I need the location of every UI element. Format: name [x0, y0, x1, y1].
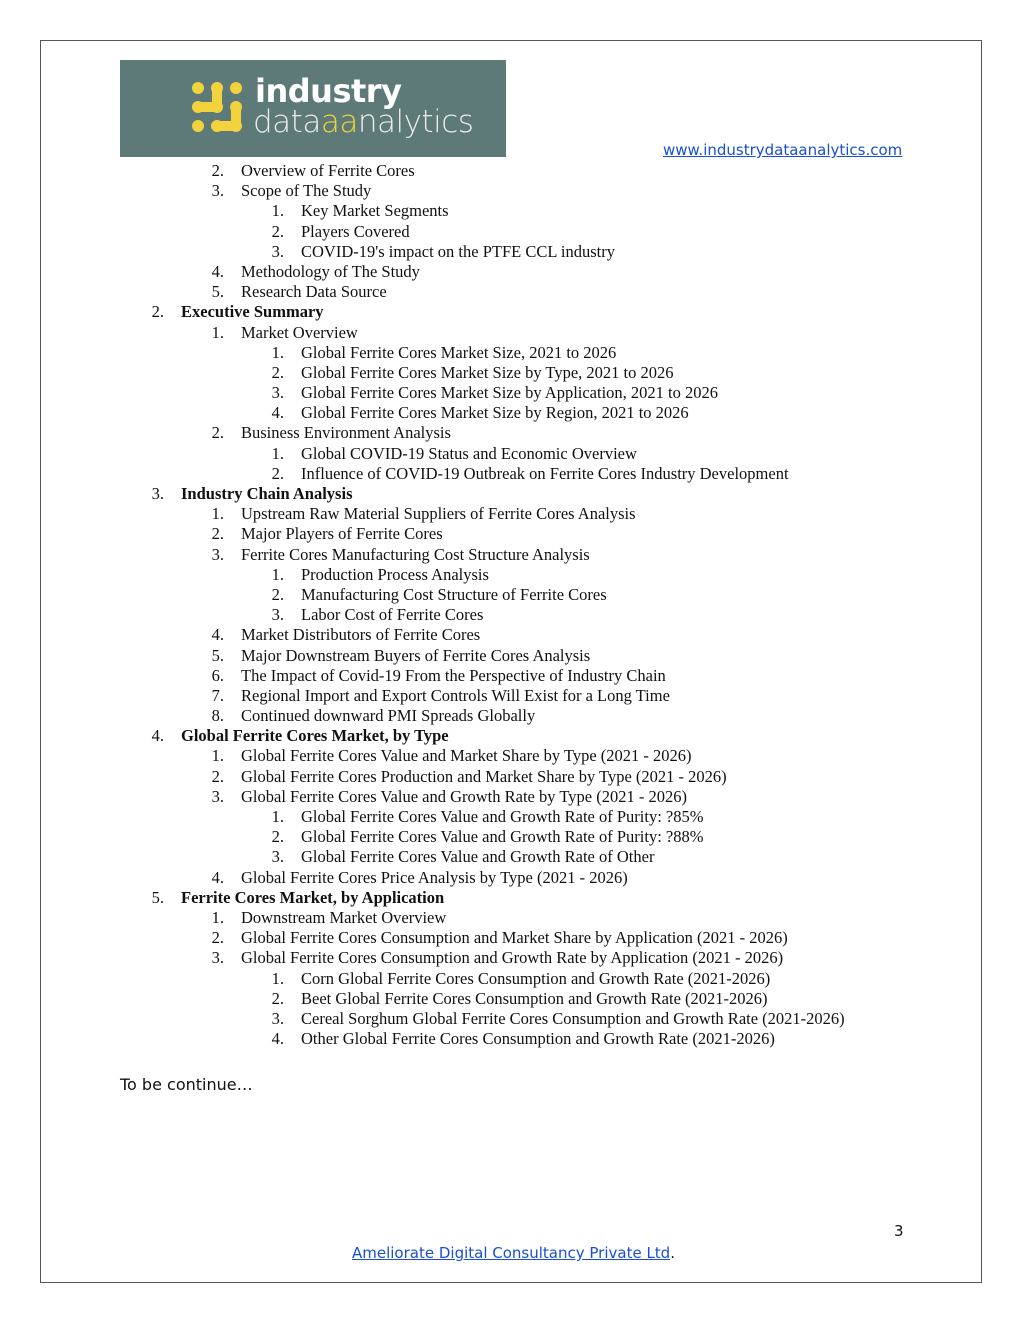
- toc-entry-title: Influence of COVID-19 Outbreak on Ferrite Cores Industry Development: [301, 463, 789, 483]
- toc-entry: [0, 242, 1024, 262]
- toc-entry-title: Labor Cost of Ferrite Cores: [301, 605, 484, 625]
- logo-wordmark-industry: industry: [255, 72, 402, 110]
- toc-entry-title: Players Covered: [301, 221, 410, 241]
- toc-entry-number: 1.: [271, 564, 284, 584]
- toc-entry-number: 2.: [271, 827, 284, 847]
- toc-entry-number: 3.: [271, 605, 284, 625]
- toc-entry: [0, 686, 1024, 706]
- toc-entry: [0, 746, 1024, 766]
- toc-entry-title: Methodology of The Study: [241, 261, 420, 281]
- toc-entry-title: Key Market Segments: [301, 201, 449, 221]
- page-number: 3: [894, 1222, 904, 1240]
- toc-entry: [0, 302, 1024, 322]
- toc-entry-title: Global Ferrite Cores Value and Growth Rate of Other: [301, 847, 655, 867]
- toc-entry-title: Global Ferrite Cores Market Size by Type, 2021 to 2026: [301, 362, 674, 382]
- toc-entry: [0, 444, 1024, 464]
- toc-entry-title: Ferrite Cores Manufacturing Cost Structure Analysis: [241, 544, 590, 564]
- toc-entry-title: Scope of The Study: [241, 181, 372, 201]
- toc-entry-title: Global Ferrite Cores Market Size by Application, 2021 to 2026: [301, 383, 719, 403]
- continuation-note: To be continue…: [120, 1075, 253, 1094]
- toc-entry-number: 1.: [211, 322, 224, 342]
- toc-entry-number: 2.: [271, 463, 284, 483]
- table-of-contents: [0, 161, 1024, 1049]
- toc-entry: [0, 504, 1024, 524]
- toc-entry-title: Global Ferrite Cores Consumption and Market Share by Application (2021 - 2026): [241, 928, 788, 948]
- toc-entry-number: 5.: [211, 645, 224, 665]
- toc-entry-number: 3.: [271, 241, 284, 261]
- toc-entry-title: Ferrite Cores Market, by Application: [181, 887, 445, 907]
- toc-entry-title: Global Ferrite Cores Value and Market Share by Type (2021 - 2026): [241, 746, 692, 766]
- toc-entry: [0, 605, 1024, 625]
- toc-entry-title: Upstream Raw Material Suppliers of Ferrite Cores Analysis: [241, 504, 636, 524]
- toc-entry-title: Global Ferrite Cores Market Size, 2021 to 2026: [301, 342, 617, 362]
- toc-entry: [0, 666, 1024, 686]
- website-link[interactable]: www.industrydataanalytics.com: [663, 141, 903, 159]
- toc-entry-title: Corn Global Ferrite Cores Consumption and Growth Rate (2021-2026): [301, 968, 771, 988]
- toc-entry-title: Global Ferrite Cores Market Size by Region, 2021 to 2026: [301, 403, 689, 423]
- toc-entry-title: Continued downward PMI Spreads Globally: [241, 706, 536, 726]
- toc-entry-number: 2.: [211, 524, 224, 544]
- toc-entry-number: 8.: [211, 706, 224, 726]
- toc-entry-title: Global Ferrite Cores Value and Growth Rate of Purity: ?85%: [301, 807, 704, 826]
- toc-entry-number: 2.: [271, 221, 284, 241]
- toc-entry: [0, 363, 1024, 383]
- toc-entry-number: 2.: [271, 362, 284, 382]
- toc-entry-title: Market Overview: [241, 322, 358, 342]
- toc-entry: [0, 545, 1024, 565]
- toc-entry-title: COVID-19's impact on the PTFE CCL industry: [301, 241, 616, 261]
- toc-entry: [0, 201, 1024, 221]
- toc-entry: [0, 868, 1024, 888]
- toc-entry-number: 2.: [211, 766, 224, 786]
- toc-entry-number: 5.: [211, 282, 224, 302]
- toc-entry-title: Executive Summary: [181, 302, 324, 322]
- toc-entry: [0, 423, 1024, 443]
- toc-entry-number: 4.: [271, 403, 284, 423]
- toc-entry-title: Business Environment Analysis: [241, 423, 451, 443]
- toc-entry: [0, 726, 1024, 746]
- toc-entry-title: Manufacturing Cost Structure of Ferrite Cores: [301, 584, 607, 604]
- toc-entry-title: Major Players of Ferrite Cores: [241, 524, 443, 544]
- toc-entry: [0, 222, 1024, 242]
- toc-entry-title: Beet Global Ferrite Cores Consumption and Growth Rate (2021-2026): [301, 988, 768, 1008]
- toc-entry: [0, 767, 1024, 787]
- toc-entry: [0, 989, 1024, 1009]
- toc-entry: [0, 807, 1024, 827]
- toc-entry: [0, 969, 1024, 989]
- toc-entry-title: Market Distributors of Ferrite Cores: [241, 625, 481, 645]
- toc-entry: [0, 928, 1024, 948]
- toc-entry-title: Global Ferrite Cores Market, by Type: [181, 726, 449, 746]
- toc-entry: [0, 181, 1024, 201]
- toc-entry-number: 3.: [271, 847, 284, 867]
- toc-entry-title: Global Ferrite Cores Production and Market Share by Type (2021 - 2026): [241, 766, 727, 786]
- toc-entry-title: Global COVID-19 Status and Economic Overview: [301, 443, 637, 463]
- toc-entry-number: 1.: [271, 201, 284, 221]
- toc-entry: [0, 383, 1024, 403]
- toc-entry-title: Production Process Analysis: [301, 564, 489, 584]
- toc-entry: [0, 262, 1024, 282]
- toc-entry-number: 4.: [211, 867, 224, 887]
- toc-entry-title: Major Downstream Buyers of Ferrite Cores Analysis: [241, 645, 591, 665]
- toc-entry-number: 3.: [211, 544, 224, 564]
- toc-entry-number: 1.: [211, 907, 224, 927]
- toc-entry-number: 2.: [271, 988, 284, 1008]
- toc-entry: [0, 464, 1024, 484]
- toc-entry-number: 4.: [271, 1029, 284, 1049]
- toc-entry-title: Global Ferrite Cores Value and Growth Rate of Purity: ?88%: [301, 827, 704, 847]
- toc-entry: [0, 524, 1024, 544]
- toc-entry-number: 4.: [211, 625, 224, 645]
- logo-dot-grid-icon: [190, 80, 246, 136]
- toc-entry-number: 1.: [271, 968, 284, 988]
- toc-entry: [0, 565, 1024, 585]
- toc-entry-title: Global Ferrite Cores Value and Growth Rate by Type (2021 - 2026): [241, 786, 687, 806]
- toc-entry-title: Global Ferrite Cores Price Analysis by Type (2021 - 2026): [241, 867, 628, 887]
- toc-entry: [0, 484, 1024, 504]
- toc-entry: [0, 343, 1024, 363]
- toc-entry-number: 2.: [271, 584, 284, 604]
- toc-entry-number: 1.: [271, 807, 284, 826]
- toc-entry: [0, 323, 1024, 343]
- toc-entry-number: 2.: [151, 302, 164, 322]
- toc-entry: [0, 585, 1024, 605]
- toc-entry: [0, 827, 1024, 847]
- toc-entry: [0, 706, 1024, 726]
- toc-entry-number: 1.: [211, 746, 224, 766]
- toc-entry: [0, 282, 1024, 302]
- toc-entry-title: Cereal Sorghum Global Ferrite Cores Consumption and Growth Rate (2021-2026): [301, 1008, 845, 1028]
- toc-entry: [0, 847, 1024, 867]
- toc-entry-title: Industry Chain Analysis: [181, 484, 353, 503]
- toc-entry: [0, 625, 1024, 645]
- toc-entry: [0, 646, 1024, 666]
- toc-entry-number: 3.: [271, 383, 284, 403]
- toc-entry-number: 5.: [151, 887, 164, 907]
- toc-entry-number: 1.: [271, 443, 284, 463]
- toc-entry-title: Other Global Ferrite Cores Consumption and Growth Rate (2021-2026): [301, 1029, 775, 1049]
- toc-entry: [0, 908, 1024, 928]
- toc-entry-number: 4.: [211, 261, 224, 281]
- toc-entry-number: 2.: [211, 423, 224, 443]
- toc-entry-number: 7.: [211, 685, 224, 705]
- footer: [352, 1244, 675, 1262]
- toc-entry: [0, 403, 1024, 423]
- toc-entry-title: Global Ferrite Cores Consumption and Growth Rate by Application (2021 - 2026): [241, 948, 784, 968]
- company-logo: [120, 60, 506, 157]
- toc-entry-number: 3.: [211, 948, 224, 968]
- toc-entry-number: 2.: [211, 161, 224, 180]
- toc-entry-number: 1.: [271, 342, 284, 362]
- toc-entry: [0, 161, 1024, 181]
- toc-entry-number: 3.: [151, 484, 164, 503]
- toc-entry: [0, 948, 1024, 968]
- toc-entry-title: Downstream Market Overview: [241, 907, 447, 927]
- toc-entry: [0, 1009, 1024, 1029]
- footer-period: .: [670, 1244, 675, 1262]
- toc-entry-number: 6.: [211, 665, 224, 685]
- toc-entry-title: Research Data Source: [241, 282, 387, 302]
- toc-entry-number: 4.: [151, 726, 164, 746]
- toc-entry-title: Overview of Ferrite Cores: [241, 161, 415, 180]
- toc-entry: [0, 787, 1024, 807]
- toc-entry-number: 1.: [211, 504, 224, 524]
- toc-entry-title: Regional Import and Export Controls Will Exist for a Long Time: [241, 685, 670, 705]
- toc-entry: [0, 888, 1024, 908]
- toc-entry: [0, 1029, 1024, 1049]
- toc-entry-number: 2.: [211, 928, 224, 948]
- logo-wordmark-dataanalytics: dataaanalytics: [253, 104, 474, 140]
- toc-entry-title: The Impact of Covid-19 From the Perspective of Industry Chain: [241, 665, 666, 685]
- toc-entry-number: 3.: [271, 1008, 284, 1028]
- toc-entry-number: 3.: [211, 181, 224, 201]
- company-name-link[interactable]: Ameliorate Digital Consultancy Private Ltd: [352, 1244, 671, 1262]
- toc-entry-number: 3.: [211, 786, 224, 806]
